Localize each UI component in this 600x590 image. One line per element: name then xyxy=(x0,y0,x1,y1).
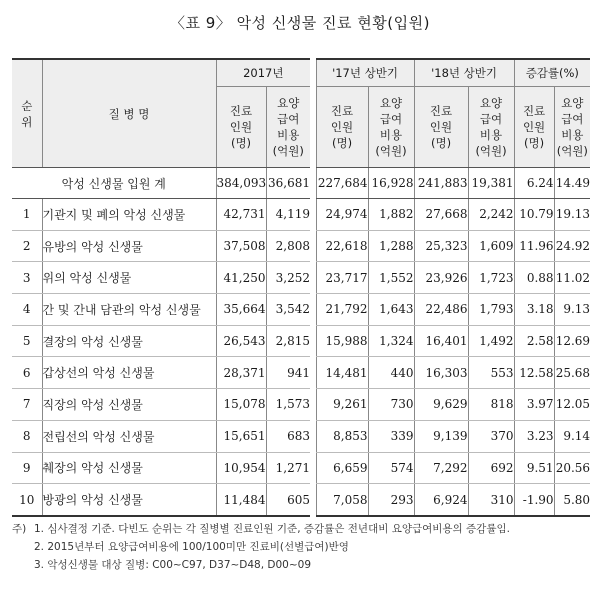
cell-2017-cost: 2,815 xyxy=(266,325,310,357)
rank-cell: 8 xyxy=(12,420,42,452)
rank-cell: 3 xyxy=(12,262,42,294)
cell-change-patients: 9.51 xyxy=(514,452,554,484)
table-row xyxy=(12,420,590,452)
cell-2017-patients: 384,093 xyxy=(216,168,266,199)
cell-17h1-patients: 15,988 xyxy=(316,325,368,357)
cell-change-cost: 24.92 xyxy=(554,230,590,262)
header-row-groups xyxy=(12,59,590,87)
cell-2017-patients: 15,651 xyxy=(216,420,266,452)
cell-2017-cost: 3,542 xyxy=(266,294,310,326)
table-title: 〈표 9〉 악성 신생물 진료 현황(입원) xyxy=(170,14,430,32)
cell-17h1-cost: 293 xyxy=(368,484,414,516)
cell-change-patients: 3.23 xyxy=(514,420,554,452)
group-18h1-header: '18년 상반기 xyxy=(414,59,514,87)
cell-change-cost: 9.13 xyxy=(554,294,590,326)
rank-cell: 1 xyxy=(12,199,42,231)
cell-17h1-patients: 21,792 xyxy=(316,294,368,326)
cell-17h1-cost: 1,324 xyxy=(368,325,414,357)
cell-2017-patients: 15,078 xyxy=(216,389,266,421)
footnote-item: 2. 2015년부터 요양급여비용에 100/100미만 진료비(선별급여)반영 xyxy=(34,541,349,553)
cell-18h1-cost: 692 xyxy=(468,452,514,484)
cell-17h1-cost: 1,882 xyxy=(368,199,414,231)
cell-18h1-patients: 9,629 xyxy=(414,389,468,421)
disease-name-cell: 직장의 악성 신생물 xyxy=(42,389,216,421)
cell-change-patients: 10.79 xyxy=(514,199,554,231)
cell-change-patients: 11.96 xyxy=(514,230,554,262)
cell-17h1-patients: 24,974 xyxy=(316,199,368,231)
cell-17h1-patients: 8,853 xyxy=(316,420,368,452)
cell-17h1-patients: 227,684 xyxy=(316,168,368,199)
table-row xyxy=(12,484,590,516)
cell-17h1-cost: 1,288 xyxy=(368,230,414,262)
cell-18h1-cost: 553 xyxy=(468,357,514,389)
cell-change-patients: -1.90 xyxy=(514,484,554,516)
footnotes xyxy=(12,520,592,574)
sub-header-patients: 진료 인원 (명) xyxy=(414,87,468,168)
rank-header: 순 위 xyxy=(12,59,42,168)
rank-cell: 6 xyxy=(12,357,42,389)
cell-17h1-patients: 23,717 xyxy=(316,262,368,294)
table-row xyxy=(12,452,590,484)
cell-18h1-cost: 818 xyxy=(468,389,514,421)
cell-17h1-cost: 730 xyxy=(368,389,414,421)
rank-cell: 2 xyxy=(12,230,42,262)
total-row xyxy=(12,168,590,199)
cell-17h1-patients: 9,261 xyxy=(316,389,368,421)
cell-18h1-cost: 19,381 xyxy=(468,168,514,199)
cell-17h1-cost: 339 xyxy=(368,420,414,452)
cell-18h1-patients: 6,924 xyxy=(414,484,468,516)
disease-name-cell: 방광의 악성 신생물 xyxy=(42,484,216,516)
cell-18h1-patients: 16,401 xyxy=(414,325,468,357)
cell-18h1-patients: 9,139 xyxy=(414,420,468,452)
disease-name-cell: 간 및 간내 담관의 악성 신생물 xyxy=(42,294,216,326)
cell-17h1-patients: 7,058 xyxy=(316,484,368,516)
cell-change-cost: 12.05 xyxy=(554,389,590,421)
group-17h1-header: '17년 상반기 xyxy=(316,59,414,87)
cell-18h1-cost: 370 xyxy=(468,420,514,452)
disease-name-cell: 결장의 악성 신생물 xyxy=(42,325,216,357)
table-row xyxy=(12,357,590,389)
sub-header-cost: 요양 급여 비용 (억원) xyxy=(554,87,590,168)
sub-header-cost: 요양 급여 비용 (억원) xyxy=(368,87,414,168)
disease-rows xyxy=(12,199,590,516)
cell-18h1-cost: 1,609 xyxy=(468,230,514,262)
rank-cell: 4 xyxy=(12,294,42,326)
cell-2017-patients: 41,250 xyxy=(216,262,266,294)
cell-change-cost: 20.56 xyxy=(554,452,590,484)
cell-change-cost: 12.69 xyxy=(554,325,590,357)
cell-17h1-cost: 1,643 xyxy=(368,294,414,326)
cell-17h1-cost: 440 xyxy=(368,357,414,389)
group-2017-header: 2017년 xyxy=(216,59,310,87)
cell-2017-cost: 4,119 xyxy=(266,199,310,231)
cell-2017-cost: 2,808 xyxy=(266,230,310,262)
rank-cell: 7 xyxy=(12,389,42,421)
cell-change-cost: 25.68 xyxy=(554,357,590,389)
cell-2017-cost: 1,271 xyxy=(266,452,310,484)
cell-2017-cost: 36,681 xyxy=(266,168,310,199)
cell-2017-cost: 683 xyxy=(266,420,310,452)
disease-name-cell: 위의 악성 신생물 xyxy=(42,262,216,294)
cell-18h1-cost: 1,492 xyxy=(468,325,514,357)
table-row xyxy=(12,262,590,294)
cell-change-cost: 11.02 xyxy=(554,262,590,294)
footnote-item: 3. 악성신생물 대상 질병: C00~C97, D37~D48, D00~09 xyxy=(34,559,312,571)
cell-change-patients: 12.58 xyxy=(514,357,554,389)
cell-18h1-cost: 310 xyxy=(468,484,514,516)
cancer-inpatient-table xyxy=(12,58,590,517)
cell-2017-patients: 42,731 xyxy=(216,199,266,231)
cell-18h1-patients: 25,323 xyxy=(414,230,468,262)
cell-17h1-cost: 1,552 xyxy=(368,262,414,294)
cell-2017-patients: 37,508 xyxy=(216,230,266,262)
disease-name-cell: 기관지 및 폐의 악성 신생물 xyxy=(42,199,216,231)
cell-change-cost: 5.80 xyxy=(554,484,590,516)
disease-name-cell: 갑상선의 악성 신생물 xyxy=(42,357,216,389)
disease-name-cell: 전립선의 악성 신생물 xyxy=(42,420,216,452)
sub-header-patients: 진료 인원 (명) xyxy=(216,87,266,168)
cell-change-cost: 14.49 xyxy=(554,168,590,199)
group-change-header: 증감률(%) xyxy=(514,59,590,87)
cell-2017-patients: 35,664 xyxy=(216,294,266,326)
cell-17h1-patients: 22,618 xyxy=(316,230,368,262)
cell-17h1-cost: 574 xyxy=(368,452,414,484)
footnote-label: 주) xyxy=(12,523,27,535)
cell-18h1-cost: 2,242 xyxy=(468,199,514,231)
disease-name-cell: 췌장의 악성 신생물 xyxy=(42,452,216,484)
rank-cell: 10 xyxy=(12,484,42,516)
cell-change-patients: 3.97 xyxy=(514,389,554,421)
cell-2017-patients: 28,371 xyxy=(216,357,266,389)
sub-header-cost: 요양 급여 비용 (억원) xyxy=(468,87,514,168)
table-row xyxy=(12,294,590,326)
sub-header-patients: 진료 인원 (명) xyxy=(514,87,554,168)
cell-18h1-patients: 16,303 xyxy=(414,357,468,389)
table-row xyxy=(12,230,590,262)
cell-change-patients: 2.58 xyxy=(514,325,554,357)
disease-name-cell: 유방의 악성 신생물 xyxy=(42,230,216,262)
cell-change-patients: 3.18 xyxy=(514,294,554,326)
cell-2017-cost: 3,252 xyxy=(266,262,310,294)
cell-17h1-patients: 14,481 xyxy=(316,357,368,389)
cell-change-cost: 9.14 xyxy=(554,420,590,452)
rank-cell: 9 xyxy=(12,452,42,484)
total-label: 악성 신생물 입원 계 xyxy=(12,168,216,199)
table-row xyxy=(12,389,590,421)
table-row xyxy=(12,325,590,357)
cell-18h1-patients: 22,486 xyxy=(414,294,468,326)
rank-cell: 5 xyxy=(12,325,42,357)
cell-2017-cost: 941 xyxy=(266,357,310,389)
cell-2017-patients: 10,954 xyxy=(216,452,266,484)
cell-18h1-patients: 23,926 xyxy=(414,262,468,294)
cell-change-patients: 6.24 xyxy=(514,168,554,199)
cell-2017-cost: 605 xyxy=(266,484,310,516)
cell-2017-cost: 1,573 xyxy=(266,389,310,421)
sub-header-patients: 진료 인원 (명) xyxy=(316,87,368,168)
cell-2017-patients: 26,543 xyxy=(216,325,266,357)
footnote-item: 1. 심사결정 기준. 다빈도 순위는 각 질병별 진료인원 기준, 증감률은 전년대비 요양급여비용의 증감률임. xyxy=(34,523,510,535)
cell-change-patients: 0.88 xyxy=(514,262,554,294)
cell-18h1-patients: 27,668 xyxy=(414,199,468,231)
cell-18h1-cost: 1,793 xyxy=(468,294,514,326)
sub-header-cost: 요양 급여 비용 (억원) xyxy=(266,87,310,168)
cell-change-cost: 19.13 xyxy=(554,199,590,231)
cell-18h1-patients: 241,883 xyxy=(414,168,468,199)
cell-18h1-cost: 1,723 xyxy=(468,262,514,294)
cell-18h1-patients: 7,292 xyxy=(414,452,468,484)
cell-17h1-cost: 16,928 xyxy=(368,168,414,199)
cell-17h1-patients: 6,659 xyxy=(316,452,368,484)
disease-header: 질 병 명 xyxy=(42,59,216,168)
table-row xyxy=(12,199,590,231)
cell-2017-patients: 11,484 xyxy=(216,484,266,516)
